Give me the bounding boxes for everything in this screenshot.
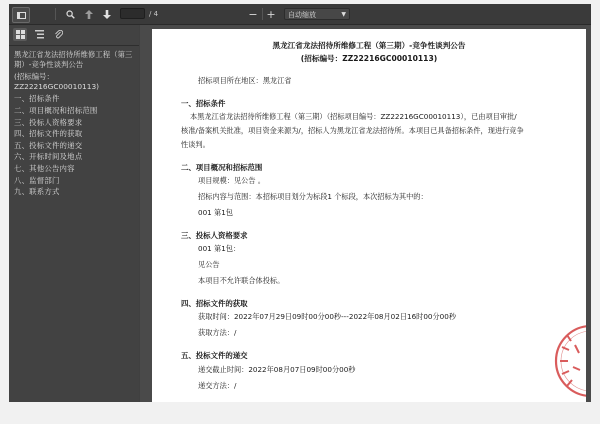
paragraph-line: 递交截止时间：2022年08月07日09时00分00秒	[198, 365, 356, 374]
outline-item[interactable]: 六、开标时间及地点	[14, 152, 83, 162]
document-outline	[9, 46, 139, 198]
section-heading: 一、招标条件	[181, 99, 226, 108]
arrow-up-icon[interactable]	[81, 7, 97, 21]
arrow-down-icon[interactable]	[99, 7, 115, 21]
search-icon[interactable]	[62, 7, 78, 21]
sidebar-toggle-icon[interactable]	[12, 7, 30, 23]
chevron-down-icon: ▼	[341, 11, 346, 18]
zoom-select[interactable]	[284, 8, 350, 20]
outline-item[interactable]: 四、招标文件的获取	[14, 129, 83, 139]
toolbar	[9, 4, 591, 25]
region-line: 招标项目所在地区：黑龙江省	[198, 76, 292, 85]
outline-item[interactable]: 九、联系方式	[14, 187, 60, 197]
red-seal-stamp	[553, 323, 586, 399]
paragraph-line: 本项目不允许联合体投标。	[198, 276, 285, 285]
paragraph-line: 001 第1包	[198, 208, 233, 217]
paragraph-line: 获取方法：/	[198, 328, 237, 337]
outline-item[interactable]: 五、投标文件的递交	[14, 140, 83, 150]
outline-title[interactable]: 黑龙江省龙法招待所维修工程（第三期）-竞争性谈判公告	[14, 50, 133, 69]
document-title: 黑龙江省龙法招待所维修工程（第三期）-竞争性谈判公告	[272, 41, 466, 50]
section-heading: 二、项目概况和招标范围	[181, 163, 263, 172]
paragraph-line: 项目规模：见公告 。	[198, 176, 265, 185]
paragraph-line: 性谈判。	[181, 140, 210, 149]
zoom-out-button[interactable]: −	[248, 7, 258, 21]
zoom-select-value: 自动缩放	[288, 11, 316, 19]
sidebar-tabs	[9, 25, 139, 46]
outline-item[interactable]: 三、投标人资格要求	[14, 117, 83, 127]
document-viewer[interactable]	[140, 25, 591, 402]
outline-item[interactable]: 八、监督部门	[14, 175, 60, 185]
sidebar	[9, 25, 139, 402]
paragraph-line: 核准/备案机关批准，项目资金来源为/，招标人为黑龙江省龙法招待所。本项目已具备招标条件，现进行竞争	[181, 126, 524, 135]
paragraph-line: 见公告	[198, 260, 220, 269]
outline-item[interactable]: 七、其他公告内容	[14, 163, 75, 173]
paragraph-line: 递交方法：/	[198, 381, 237, 390]
attachments-icon[interactable]	[51, 28, 65, 41]
toolbar-separator	[55, 8, 56, 20]
page-total-label: / 4	[149, 10, 159, 18]
zoom-in-button[interactable]: +	[266, 7, 276, 21]
paragraph-line: 获取时间：2022年07月29日09时00分00秒---2022年08月02日16时00分00秒	[198, 312, 457, 321]
outline-number[interactable]: (招标编号：ZZ22216GC00010113)	[14, 72, 100, 91]
pdf-viewer-window	[9, 4, 591, 402]
paragraph-line: 招标内容与范围：本招标项目划分为标段1 个标段，本次招标为其中的：	[198, 192, 428, 201]
document-page	[152, 29, 586, 402]
document-number: (招标编号：ZZ22216GC00010113)	[300, 54, 438, 63]
section-heading: 三、投标人资格要求	[181, 231, 248, 240]
outline-item[interactable]: 二、项目概况和招标范围	[14, 105, 98, 115]
outline-icon[interactable]	[32, 28, 46, 41]
thumbnails-icon[interactable]	[13, 28, 27, 41]
paragraph-line: 001 第1包：	[198, 244, 241, 253]
page-number-input[interactable]	[120, 8, 145, 19]
section-heading: 四、招标文件的获取	[181, 299, 248, 308]
section-heading: 五、投标文件的递交	[181, 351, 248, 360]
outline-item[interactable]: 一、招标条件	[14, 94, 60, 104]
paragraph-line: 本黑龙江省龙法招待所维修工程（第三期）（招标项目编号：ZZ22216GC00010113），已由项目审批/	[190, 112, 517, 121]
